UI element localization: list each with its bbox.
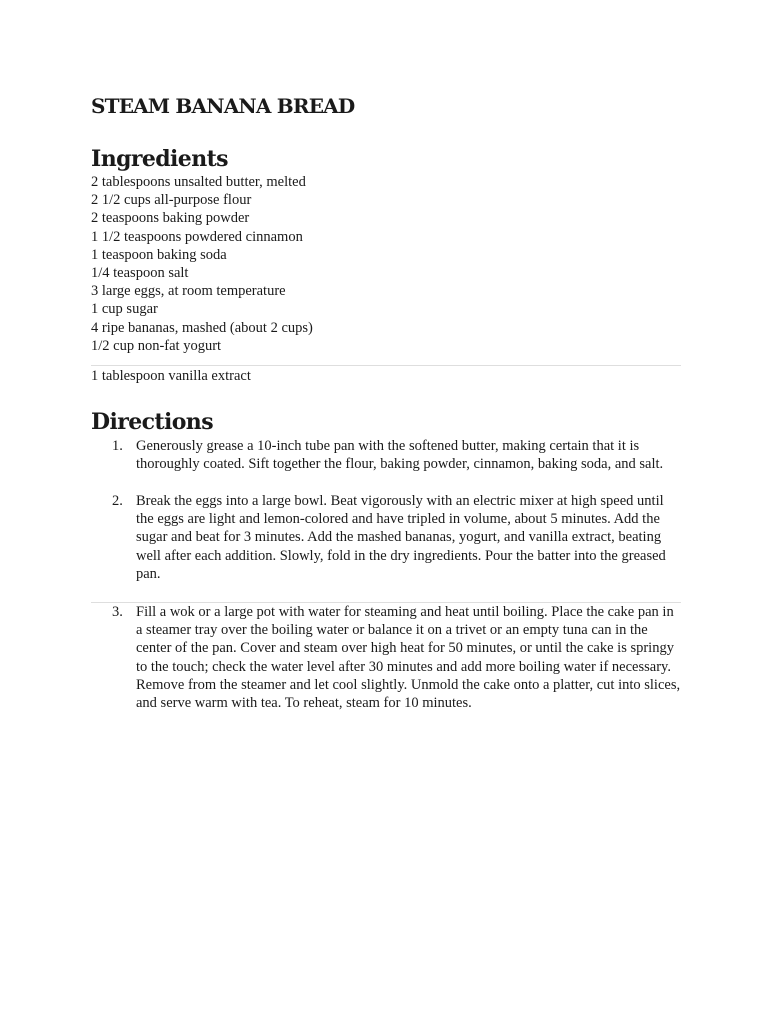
- step-text: Generously grease a 10-inch tube pan with the softened butter, making certain that it is thoroughly coated. Sift together the flour, baking powder, cinnamon, baking soda, and salt.: [136, 438, 664, 473]
- step-text: Break the eggs into a large bowl. Beat vigorously with an electric mixer at high speed until the eggs are light and lemon-colored and have tripled in volume, about 5 minutes. Add the sugar and beat for 3 minutes. Add the mashed bananas, yogurt, and vanilla extract, beating well after each addition. Slowly, fold in the dry ingredients. Pour the batter into the greased pan.: [136, 493, 666, 582]
- divider: [91, 365, 681, 366]
- ingredient-item: 1 cup sugar: [91, 301, 158, 318]
- ingredient-item: 1/4 teaspoon salt: [91, 264, 189, 281]
- recipe-title: STEAM BANANA BREAD: [91, 94, 355, 118]
- step-number: 1.: [112, 438, 123, 454]
- direction-step-2: [91, 492, 681, 583]
- ingredients-heading: Ingredients: [91, 146, 228, 172]
- ingredient-item: 1 teaspoon baking soda: [91, 246, 227, 263]
- step-text: Fill a wok or a large pot with water for steaming and heat until boiling. Place the cake pan in a steamer tray over the boiling water or balance it on a trivet or an empty tuna can in the center of the pan. Cover and steam over high heat for 50 minutes, or until the cake is springy to the touch; check the water level after 30 minutes and add more boiling water if necessary. Remove from the steamer and let cool slightly. Unmold the cake onto a platter, cut into slices, and serve warm with tea. To reheat, steam for 10 minutes.: [136, 604, 681, 712]
- ingredient-item: 2 teaspoons baking powder: [91, 210, 250, 227]
- ingredient-item-vanilla: 1 tablespoon vanilla extract: [91, 368, 251, 384]
- ingredient-item: 2 tablespoons unsalted butter, melted: [91, 174, 306, 190]
- ingredient-item: 2 1/2 cups all-purpose flour: [91, 192, 252, 209]
- step-number: 2.: [112, 493, 123, 509]
- step-number: 3.: [112, 604, 123, 620]
- ingredient-item: 3 large eggs, at room temperature: [91, 283, 286, 300]
- ingredients-list: [91, 173, 313, 355]
- direction-step-1: [91, 437, 681, 473]
- ingredient-item: 4 ripe bananas, mashed (about 2 cups): [91, 319, 313, 336]
- directions-heading: Directions: [91, 409, 213, 435]
- ingredient-item: 1/2 cup non-fat yogurt: [91, 337, 222, 354]
- ingredient-item: 1 1/2 teaspoons powdered cinnamon: [91, 228, 303, 245]
- direction-step-3: [91, 603, 681, 712]
